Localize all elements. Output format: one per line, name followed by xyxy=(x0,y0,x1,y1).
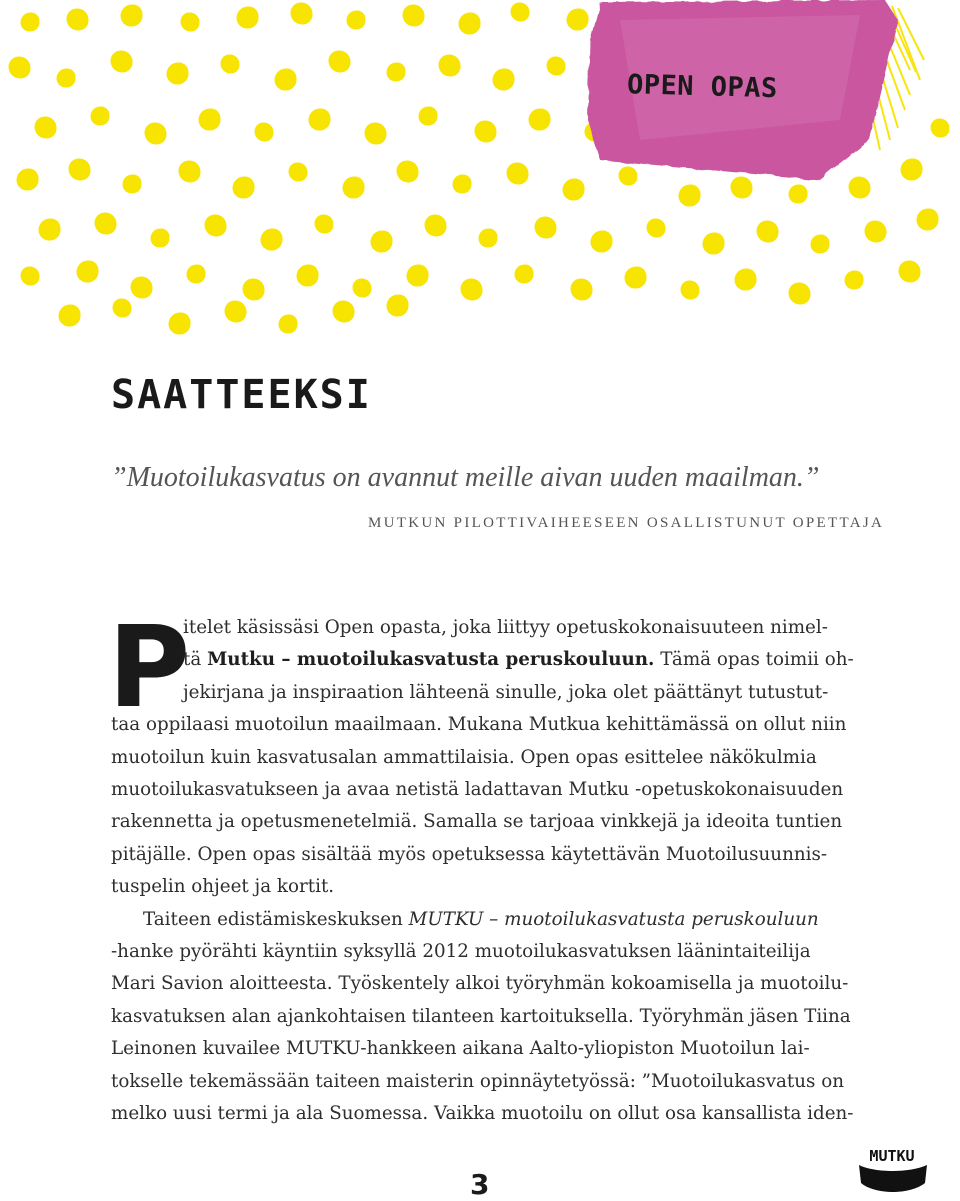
body-text-segment: Taiteen edistämiskeskuksen xyxy=(143,908,409,930)
body-line xyxy=(111,714,846,735)
drop-cap: P xyxy=(108,603,191,733)
yellow-dot xyxy=(182,14,198,30)
yellow-dot xyxy=(22,14,38,30)
yellow-dot xyxy=(200,110,219,129)
yellow-dot xyxy=(280,316,296,332)
body-line xyxy=(111,779,843,800)
body-line xyxy=(111,973,848,994)
yellow-dot xyxy=(462,280,481,299)
yellow-dot xyxy=(404,6,423,25)
body-text-segment: muotoilun kuin kasvatusalan ammattilaisia. Open opas esittelee näkökulmia xyxy=(111,746,817,768)
body-text-segment: rakennetta ja opetusmenetelmiä. Samalla se tarjoaa vinkkejä ja ideoita tuntien xyxy=(111,811,843,833)
yellow-dot xyxy=(122,6,141,25)
yellow-dot xyxy=(372,232,391,251)
body-line xyxy=(111,1103,854,1124)
yellow-dot xyxy=(900,262,919,281)
yellow-dot xyxy=(170,314,189,333)
yellow-dot xyxy=(234,178,253,197)
body-line xyxy=(111,1038,810,1059)
yellow-dot xyxy=(366,124,385,143)
yellow-dot xyxy=(512,4,528,20)
yellow-dot xyxy=(494,70,513,89)
body-text-segment: Mutku – muotoilukasvatusta peruskouluun. xyxy=(207,649,655,671)
body-text-segment: Mari Savion aloitteesta. Työskentely alkoi työryhmän kokoamisella ja muotoilu- xyxy=(111,973,849,995)
yellow-dot xyxy=(152,230,168,246)
yellow-dot xyxy=(918,210,937,229)
yellow-dot xyxy=(682,282,698,298)
yellow-dot xyxy=(124,176,140,192)
body-text-segment: taa oppilaasi muotoilun maailmaan. Mukana Mutkua kehittämässä on ollut niin xyxy=(111,714,847,736)
yellow-dot xyxy=(334,302,353,321)
yellow-dot xyxy=(180,162,199,181)
yellow-dot xyxy=(146,124,165,143)
yellow-dot xyxy=(10,58,29,77)
yellow-dot xyxy=(426,216,445,235)
body-text-segment: jekirjana ja inspiraation lähteenä sinulle, joka olet päättänyt tutustut- xyxy=(183,681,829,703)
yellow-dot xyxy=(276,70,295,89)
body-text-segment: tuspelin ohjeet ja kortit. xyxy=(111,876,335,898)
yellow-dot xyxy=(132,278,151,297)
yellow-dot xyxy=(866,222,885,241)
body-line xyxy=(111,844,827,865)
yellow-dot xyxy=(310,110,329,129)
yellow-dot xyxy=(60,306,79,325)
yellow-dot xyxy=(932,120,948,136)
yellow-dot xyxy=(536,218,555,237)
yellow-dot xyxy=(188,266,204,282)
mutku-logo-icon xyxy=(855,1143,930,1195)
body-text-segment: Tämä opas toimii oh- xyxy=(654,649,854,671)
yellow-dot xyxy=(68,10,87,29)
yellow-dot xyxy=(398,162,417,181)
yellow-dot xyxy=(92,108,108,124)
yellow-dot xyxy=(114,300,130,316)
yellow-dot xyxy=(168,64,187,83)
yellow-dot xyxy=(226,302,245,321)
body-text-segment: pitäjälle. Open opas sisältää myös opetuksessa käytettävän Muotoilusuunnis- xyxy=(111,843,828,865)
body-line xyxy=(183,649,854,670)
yellow-dot xyxy=(298,266,317,285)
yellow-dot xyxy=(58,70,74,86)
yellow-dot xyxy=(70,160,89,179)
yellow-dot xyxy=(96,214,115,233)
body-text-segment: Leinonen kuvailee MUTKU-hankkeen aikana Aalto-yliopiston Muotoilun lai- xyxy=(111,1038,810,1060)
yellow-dot xyxy=(18,170,37,189)
teacher-quote: ”Muotoilukasvatus on avannut meille aivan uuden maailman.” xyxy=(111,462,820,493)
yellow-dot xyxy=(592,232,611,251)
body-text-segment: muotoilukasvatukseen ja avaa netistä ladattavan Mutku -opetuskokonaisuuden xyxy=(111,779,844,800)
yellow-dot xyxy=(78,262,97,281)
yellow-dot xyxy=(454,176,470,192)
yellow-dot xyxy=(316,216,332,232)
yellow-dot xyxy=(256,124,272,140)
logo-text: MUTKU xyxy=(869,1147,915,1165)
yellow-dot xyxy=(680,186,699,205)
yellow-dot xyxy=(480,230,496,246)
yellow-dot xyxy=(440,56,459,75)
yellow-dot xyxy=(758,222,777,241)
yellow-dot xyxy=(36,118,55,137)
yellow-dot xyxy=(790,186,806,202)
body-line xyxy=(111,1071,844,1092)
body-text-segment: melko uusi termi ja ala Suomessa. Vaikka muotoilu on ollut osa kansallista iden- xyxy=(111,1103,854,1124)
yellow-dot xyxy=(420,108,436,124)
yellow-dot xyxy=(476,122,495,141)
page-number: 3 xyxy=(470,1168,490,1201)
yellow-dot xyxy=(572,280,591,299)
yellow-dot xyxy=(812,236,828,252)
open-opas-tag-title: OPEN OPAS xyxy=(626,69,779,105)
yellow-dot xyxy=(790,284,809,303)
body-line xyxy=(143,909,819,930)
body-line xyxy=(111,811,842,832)
section-heading: SAATTEEKSI xyxy=(111,372,372,418)
body-line xyxy=(183,682,828,703)
body-text-segment: itelet käsissäsi Open opasta, joka liittyy opetuskokonaisuuteen nimel- xyxy=(183,617,828,638)
yellow-dot xyxy=(262,230,281,249)
body-line xyxy=(111,747,817,768)
yellow-dot xyxy=(206,216,225,235)
yellow-dot xyxy=(460,14,479,33)
yellow-dot xyxy=(846,272,862,288)
body-text-segment: kasvatuksen alan ajankohtaisen tilanteen kartoituksella. Työryhmän jäsen Tiina xyxy=(111,1005,851,1027)
yellow-dot xyxy=(222,56,238,72)
yellow-dot xyxy=(736,270,755,289)
yellow-dot xyxy=(112,52,131,71)
body-text-segment: tä xyxy=(183,649,208,671)
yellow-dot xyxy=(290,164,306,180)
yellow-dot xyxy=(704,234,723,253)
yellow-dot xyxy=(244,280,263,299)
yellow-dot xyxy=(330,52,349,71)
body-text-segment: -hanke pyörähti käyntiin syksyllä 2012 muotoilukasvatuksen läänintaiteilija xyxy=(111,941,811,962)
yellow-dot xyxy=(548,58,564,74)
yellow-dot xyxy=(22,268,38,284)
body-text-segment: tokselle tekemässään taiteen maisterin opinnäytetyössä: ”Muotoilukasvatus on xyxy=(111,1070,845,1092)
body-line xyxy=(111,1006,851,1027)
yellow-dot xyxy=(530,110,549,129)
yellow-dot xyxy=(388,296,407,315)
yellow-dot xyxy=(354,280,370,296)
yellow-dot xyxy=(348,12,364,28)
yellow-dot xyxy=(292,4,311,23)
yellow-dot xyxy=(238,8,257,27)
yellow-dot xyxy=(408,266,427,285)
yellow-dot xyxy=(626,268,645,287)
body-line xyxy=(111,941,811,962)
yellow-dot xyxy=(344,178,363,197)
yellow-dot xyxy=(648,220,664,236)
yellow-dot xyxy=(388,64,404,80)
yellow-dot xyxy=(508,164,527,183)
body-line xyxy=(183,617,828,638)
body-text-segment: MUTKU – muotoilukasvatusta peruskouluun xyxy=(408,908,819,930)
yellow-dot xyxy=(516,266,532,282)
body-line xyxy=(111,876,334,897)
yellow-dot xyxy=(40,220,59,239)
quote-attribution: MUTKUN PILOTTIVAIHEESEEN OSALLISTUNUT OPETTAJA xyxy=(368,515,885,531)
